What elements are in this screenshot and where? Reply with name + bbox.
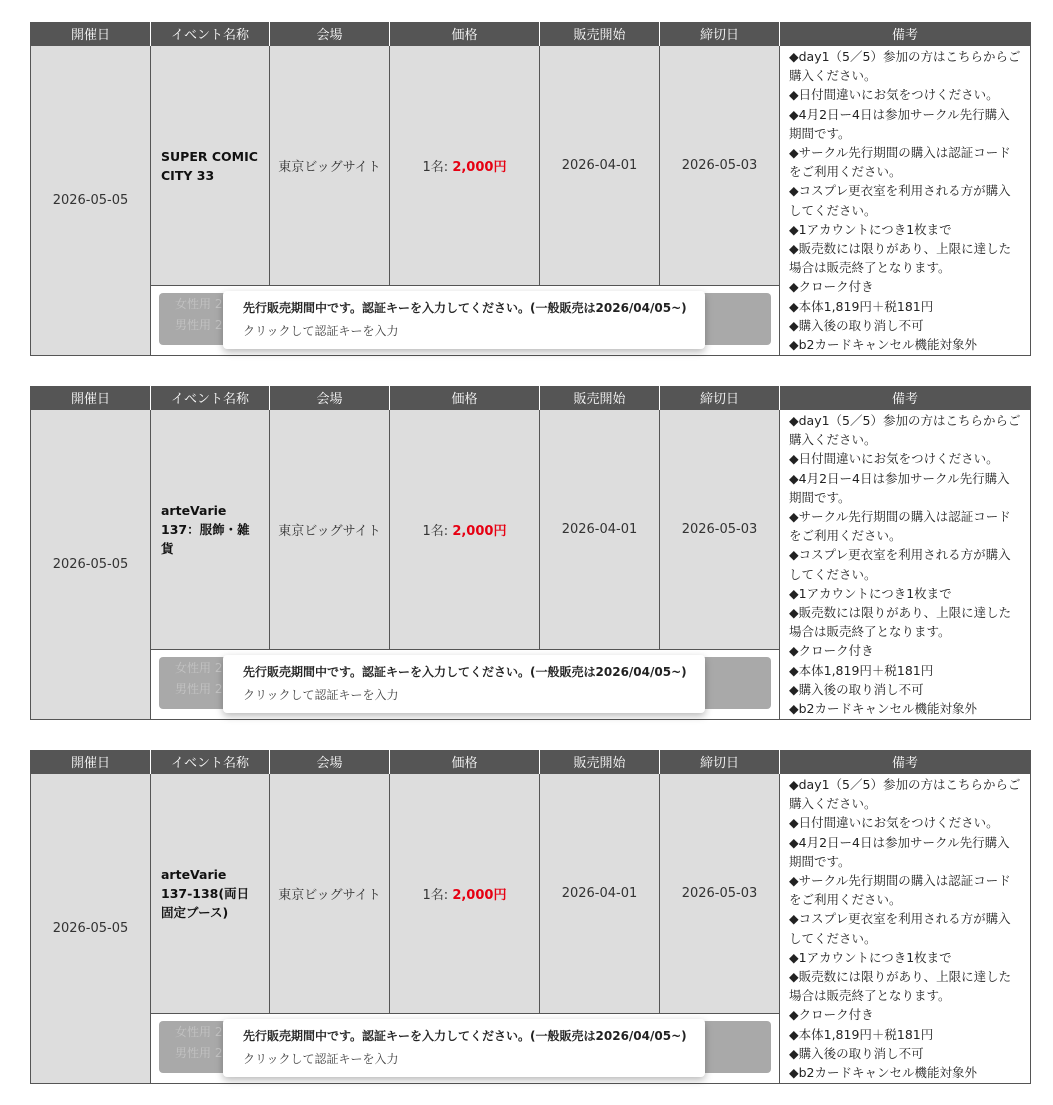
price-prefix: 1名: <box>422 524 453 540</box>
note-line: ◆本体1,819円＋税181円 <box>789 298 934 314</box>
header-venue: 会場 <box>270 750 390 774</box>
header-date: 開催日 <box>31 750 151 774</box>
event-date: 2026-05-05 <box>31 774 151 1084</box>
note-line: ◆サークル先行期間の購入は認証コードをご利用ください。 <box>789 873 1011 908</box>
event-sale-start: 2026-04-01 <box>540 46 660 286</box>
note-line: ◆サークル先行期間の購入は認証コードをご利用ください。 <box>789 145 1011 180</box>
note-line: ◆購入後の取り消し不可 <box>789 1045 924 1061</box>
event-venue: 東京ビッグサイト <box>270 46 390 286</box>
table-row <box>31 410 1031 650</box>
event-venue: 東京ビッグサイト <box>270 410 390 650</box>
header-event-name: イベント名称 <box>151 750 270 774</box>
note-line: ◆日付間違いにお気をつけください。 <box>789 451 999 467</box>
header-date: 開催日 <box>31 386 151 410</box>
tooltip-title: 先行販売期間中です。認証キーを入力してください。(一般販売は2026/04/05~) <box>243 1029 687 1044</box>
event-table <box>30 386 1031 720</box>
ticket-option-female: 女性用 2 <box>175 1025 223 1040</box>
event-name: SUPER COMIC CITY 33 <box>151 46 270 286</box>
note-line: ◆日付間違いにお気をつけください。 <box>789 87 999 103</box>
header-venue: 会場 <box>270 386 390 410</box>
event-name: arteVarie 137：服飾・雑貨 <box>151 410 270 650</box>
note-line: ◆販売数には限りがあり、上限に達した場合は販売終了となります。 <box>789 969 1012 1004</box>
note-line: ◆販売数には限りがあり、上限に達した場合は販売終了となります。 <box>789 241 1012 276</box>
note-line: ◆本体1,819円＋税181円 <box>789 1026 934 1042</box>
note-line: ◆day1（5／5）参加の方はこちらからご購入ください。 <box>789 777 1021 812</box>
purchase-cell <box>151 1014 780 1084</box>
header-notes: 備考 <box>780 386 1031 410</box>
note-line: ◆日付間違いにお気をつけください。 <box>789 815 999 831</box>
note-line: ◆購入後の取り消し不可 <box>789 317 924 333</box>
note-line: ◆b2カードキャンセル機能対象外 <box>789 701 978 717</box>
purchase-cell <box>151 286 780 356</box>
event-venue: 東京ビッグサイト <box>270 774 390 1014</box>
table-header-row <box>31 386 1031 410</box>
ticket-option-male: 男性用 2 <box>175 1046 223 1061</box>
header-sale-start: 販売開始 <box>540 22 660 46</box>
table-header-row <box>31 22 1031 46</box>
table-header-row <box>31 750 1031 774</box>
note-line: ◆1アカウントにつき1枚まで <box>789 949 952 965</box>
event-name: arteVarie 137-138(両日固定ブース) <box>151 774 270 1014</box>
note-line: ◆クローク付き <box>789 279 874 295</box>
auth-key-tooltip[interactable] <box>223 655 705 713</box>
event-price <box>390 774 540 1014</box>
header-event-name: イベント名称 <box>151 22 270 46</box>
event-table <box>30 22 1031 356</box>
note-line: ◆b2カードキャンセル機能対象外 <box>789 337 978 353</box>
ticket-option-male: 男性用 2 <box>175 318 223 333</box>
note-line: ◆1アカウントにつき1枚まで <box>789 585 952 601</box>
header-deadline: 締切日 <box>660 750 780 774</box>
note-line: ◆b2カードキャンセル機能対象外 <box>789 1065 978 1081</box>
price-prefix: 1名: <box>422 160 453 176</box>
auth-key-tooltip[interactable] <box>223 1019 705 1077</box>
note-line: ◆クローク付き <box>789 643 874 659</box>
note-line: ◆コスプレ更衣室を利用される方が購入してください。 <box>789 911 1011 946</box>
event-deadline: 2026-05-03 <box>660 410 780 650</box>
event-date: 2026-05-05 <box>31 46 151 356</box>
header-venue: 会場 <box>270 22 390 46</box>
header-price: 価格 <box>390 22 540 46</box>
ticket-option-female: 女性用 2 <box>175 297 223 312</box>
ticket-option-male: 男性用 2 <box>175 682 223 697</box>
header-date: 開催日 <box>31 22 151 46</box>
event-notes <box>780 46 1031 356</box>
header-sale-start: 販売開始 <box>540 750 660 774</box>
header-price: 価格 <box>390 386 540 410</box>
event-sale-start: 2026-04-01 <box>540 410 660 650</box>
enter-auth-key-link[interactable]: クリックして認証キーを入力 <box>243 688 399 703</box>
price-prefix: 1名: <box>422 888 453 904</box>
note-line: ◆day1（5／5）参加の方はこちらからご購入ください。 <box>789 49 1021 84</box>
event-sale-start: 2026-04-01 <box>540 774 660 1014</box>
note-line: ◆本体1,819円＋税181円 <box>789 662 934 678</box>
price-amount: 2,000円 <box>452 888 507 904</box>
header-deadline: 締切日 <box>660 22 780 46</box>
auth-key-tooltip[interactable] <box>223 291 705 349</box>
enter-auth-key-link[interactable]: クリックして認証キーを入力 <box>243 1052 399 1067</box>
note-line: ◆4月2日ー4日は参加サークル先行購入期間です。 <box>789 106 1010 141</box>
event-notes <box>780 774 1031 1084</box>
purchase-cell <box>151 650 780 720</box>
header-deadline: 締切日 <box>660 386 780 410</box>
event-table <box>30 750 1031 1084</box>
tooltip-title: 先行販売期間中です。認証キーを入力してください。(一般販売は2026/04/05~) <box>243 301 687 316</box>
table-row <box>31 46 1031 286</box>
ticket-option-female: 女性用 2 <box>175 661 223 676</box>
header-price: 価格 <box>390 750 540 774</box>
event-notes <box>780 410 1031 720</box>
note-line: ◆サークル先行期間の購入は認証コードをご利用ください。 <box>789 509 1011 544</box>
note-line: ◆販売数には限りがあり、上限に達した場合は販売終了となります。 <box>789 605 1012 640</box>
event-price <box>390 46 540 286</box>
enter-auth-key-link[interactable]: クリックして認証キーを入力 <box>243 324 399 339</box>
note-line: ◆コスプレ更衣室を利用される方が購入してください。 <box>789 547 1011 582</box>
note-line: ◆クローク付き <box>789 1007 874 1023</box>
event-price <box>390 410 540 650</box>
table-row <box>31 774 1031 1014</box>
note-line: ◆1アカウントにつき1枚まで <box>789 221 952 237</box>
tooltip-title: 先行販売期間中です。認証キーを入力してください。(一般販売は2026/04/05~) <box>243 665 687 680</box>
note-line: ◆4月2日ー4日は参加サークル先行購入期間です。 <box>789 834 1010 869</box>
note-line: ◆day1（5／5）参加の方はこちらからご購入ください。 <box>789 413 1021 448</box>
note-line: ◆4月2日ー4日は参加サークル先行購入期間です。 <box>789 470 1010 505</box>
price-amount: 2,000円 <box>452 160 507 176</box>
header-notes: 備考 <box>780 22 1031 46</box>
event-deadline: 2026-05-03 <box>660 46 780 286</box>
header-sale-start: 販売開始 <box>540 386 660 410</box>
header-notes: 備考 <box>780 750 1031 774</box>
header-event-name: イベント名称 <box>151 386 270 410</box>
event-deadline: 2026-05-03 <box>660 774 780 1014</box>
price-amount: 2,000円 <box>452 524 507 540</box>
note-line: ◆購入後の取り消し不可 <box>789 681 924 697</box>
event-date: 2026-05-05 <box>31 410 151 720</box>
note-line: ◆コスプレ更衣室を利用される方が購入してください。 <box>789 183 1011 218</box>
